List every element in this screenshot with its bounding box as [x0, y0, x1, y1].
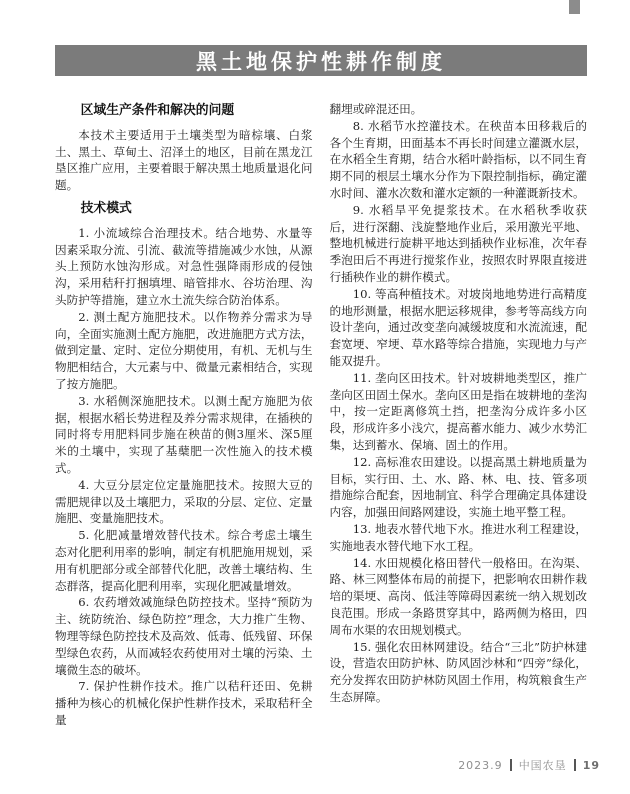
- footer-magazine-name: 中国农垦: [518, 759, 567, 772]
- paragraph-item-1: 1. 小流域综合治理技术。结合地势、水量等因素采取分流、引流、截流等措施减少水蚀，从源头上预防水蚀沟形成。对急性强降雨形成的侵蚀沟，采用秸秆打捆填埋、暗管排水、谷坊治理、沟头防护等措施，建立水土流失综合防治体系。: [55, 225, 313, 307]
- paragraph-item-7-continuation: 翻埋或碎混还田。: [329, 102, 423, 116]
- article-body: [55, 101, 587, 729]
- paragraph-item-11: 11. 垄向区田技术。针对坡耕地类型区，推广垄向区田固土保水。垄向区田是指在坡耕地的垄沟中，按一定距离修筑土挡，把垄沟分成许多小区段，形成许多小浅穴，提高蓄水能力、减少水势汇集，达到蓄水、保墒、固土的作用。: [329, 370, 587, 452]
- paragraph-intro: 本技术主要适用于土壤类型为暗棕壤、白浆土、黑土、草甸土、沼泽土的地区，目前在黑龙江垦区推广应用，主要着眼于解决黑土地质量退化问题。: [55, 127, 313, 193]
- paragraph-item-4: 4. 大豆分层定位定量施肥技术。按照大豆的需肥规律以及土壤肥力，采取的分层、定位、定量施肥、变量施肥技术。: [55, 477, 313, 526]
- paragraph-item-7: 7. 保护性耕作技术。推广以秸秆还田、免耕播种为核心的机械化保护性耕作技术，采取秸秆全量: [55, 679, 313, 727]
- paragraph-item-9: 9. 水稻旱平免提浆技术。在水稻秋季收获后，进行深翻、浅旋整地作业后，采用激光平地、整地机械进行旋耕平地达到插秧作业标准，次年春季泡田后不再进行搅浆作业，按照农时界限直接进行插秧作业的耕作模式。: [329, 202, 587, 284]
- paragraph-item-14: 14. 水田规模化格田替代一般格田。在沟渠、路、林三网整体布局的前提下，把影响农田耕作栽培的渠埂、高岗、低洼等障碍因素统一纳入规划改良范围。形成一条路贯穿其中，路两侧为格田，四周布水渠的农田规划模式。: [329, 555, 587, 637]
- paragraph-item-12: 12. 高标准农田建设。以提高黑土耕地质量为目标，实行田、土、水、路、林、电、技、管多项措施综合配套，因地制宜、科学合理确定具体建设内容，加强田间路网建设，实施土地平整工程。: [329, 454, 587, 520]
- paragraph-item-13: 13. 地表水替代地下水。推进水利工程建设，实施地表水替代地下水工程。: [329, 521, 587, 553]
- page-corner-mark: [569, 0, 580, 14]
- paragraph-item-6: 6. 农药增效减施绿色防控技术。坚持“预防为主、统防统治、绿色防控”理念，大力推广生物、物理等绿色防控技术及高效、低毒、低残留、环保型绿色农药，从而减轻农药使用对土壤的污染、土壤微生态的破坏。: [55, 595, 313, 677]
- article-title: 黑土地保护性耕作制度: [196, 49, 446, 74]
- footer-page-number: 19: [582, 758, 600, 772]
- section-heading-technical-modes: 技术模式: [80, 200, 132, 216]
- section-heading-region-conditions: 区域生产条件和解决的问题: [80, 103, 235, 118]
- footer-issue: 2023.9: [458, 758, 503, 772]
- footer-separator: [510, 759, 512, 771]
- paragraph-item-10: 10. 等高种植技术。对坡岗地地势进行高精度的地形测量，根据水肥运移规律，参考等高线方向设计垄向，通过改变垄向减缓坡度和水流流速，配套宽埂、窄埂、草水路等综合措施，实现地力与产能双提升。: [329, 286, 587, 368]
- article-title-banner: [55, 45, 587, 76]
- page-footer: [458, 757, 600, 773]
- paragraph-item-5: 5. 化肥减量增效替代技术。综合考虑土壤生态对化肥利用率的影响，制定有机肥施用规划，采用有机肥部分或全部替代化肥，改善土壤结构、生态群落，提高化肥利用率，实现化肥减量增效。: [55, 528, 313, 593]
- left-column: [55, 101, 313, 729]
- right-column: [330, 101, 588, 729]
- paragraph-item-2: 2. 测土配方施肥技术。以作物养分需求为导向，全面实施测土配方施肥，改进施肥方式方法，做到定量、定时、定位分期使用，有机、无机与生物肥相结合，大元素与中、微量元素相结合，实现了按方施肥。: [55, 309, 313, 391]
- footer-separator: [574, 759, 576, 771]
- paragraph-item-3: 3. 水稻侧深施肥技术。以测土配方施肥为依据，根据水稻长势进程及养分需求规律，在插秧的同时将专用肥料同步施在秧苗的侧3厘米、深5厘米的土壤中，实现了基蘖肥一次性施入的技术模式。: [55, 393, 313, 475]
- paragraph-item-15: 15. 强化农田林网建设。结合“三北”防护林建设，营造农田防护林、防风固沙林和“四旁”绿化，充分发挥农田防护林防风固土作用，构筑粮食生产生态屏障。: [329, 639, 587, 704]
- paragraph-item-8: 8. 水稻节水控灌技术。在秧苗本田移栽后的各个生育期，田面基本不再长时间建立灌溉水层，在水稻全生育期，结合水稻叶龄指标，以不同生育期不同的根层土壤水分作为下限控制指标，确定灌水时间、灌水次数和灌水定额的一种灌溉新技术。: [329, 118, 587, 200]
